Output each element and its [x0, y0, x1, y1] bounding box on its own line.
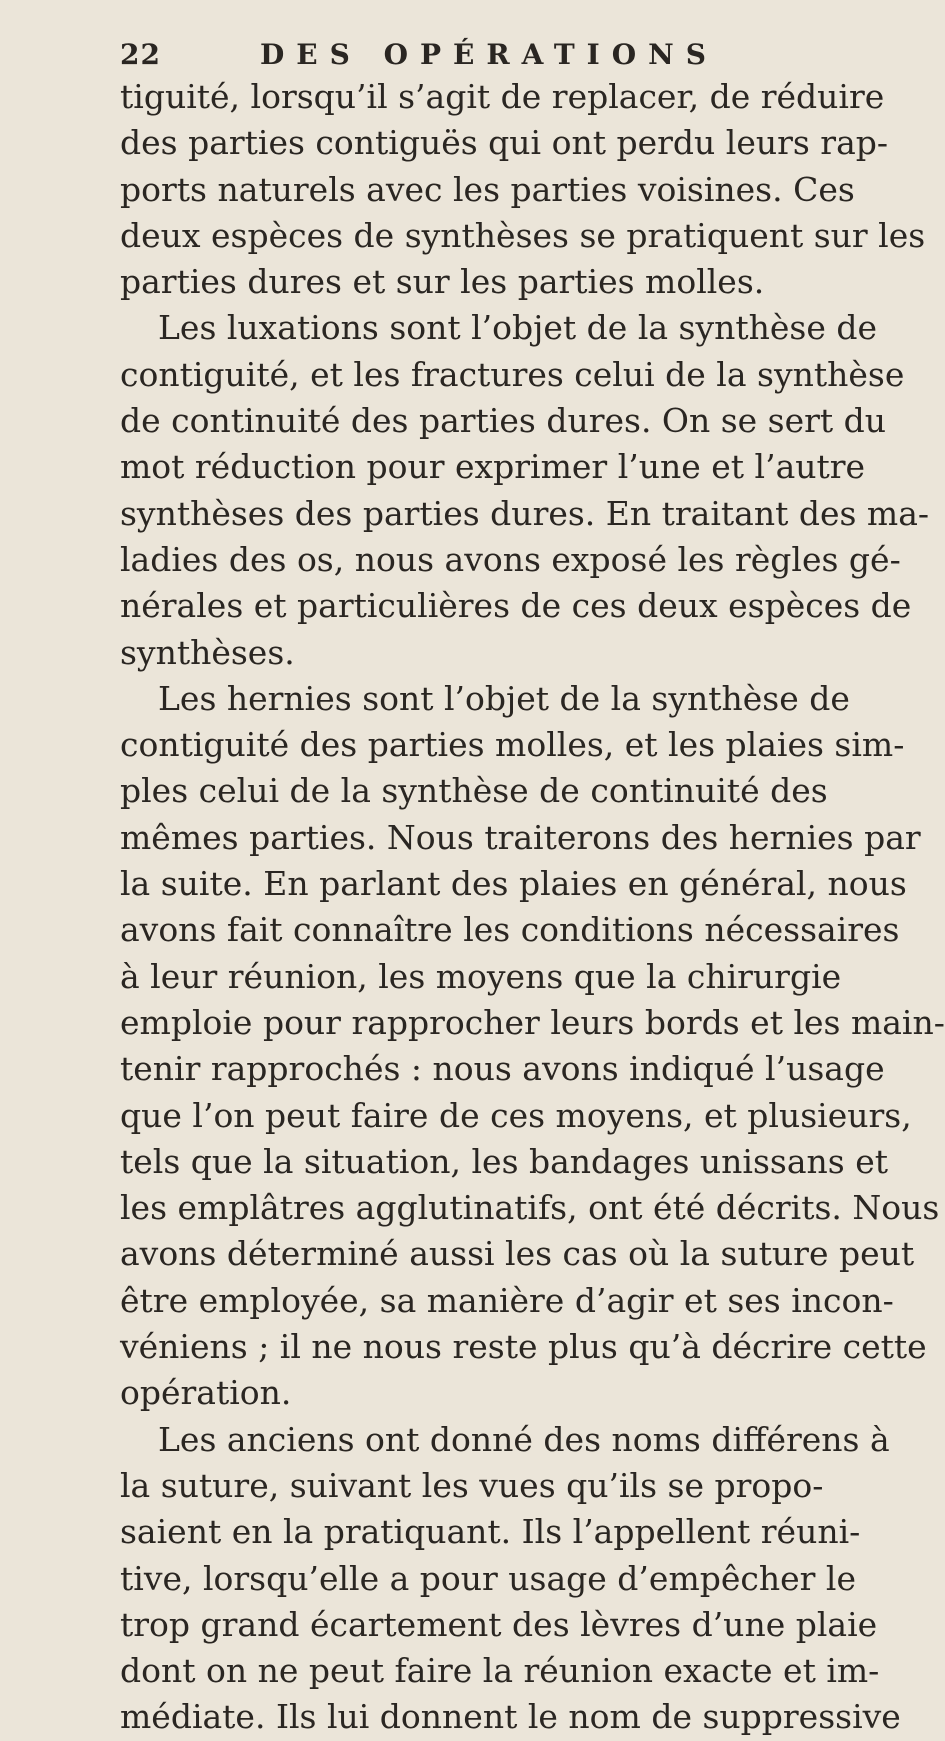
- text-line: deux espèces de synthèses se pratiquent sur les: [120, 215, 926, 255]
- page-number: 22: [120, 38, 161, 71]
- page-header: [120, 38, 760, 78]
- text-line: opération.: [120, 1373, 292, 1413]
- text-line: synthèses des parties dures. En traitant des ma-: [120, 493, 930, 533]
- text-line: contiguité des parties molles, et les plaies sim-: [120, 725, 905, 765]
- text-line: Les luxations sont l’objet de la synthèse de: [158, 308, 878, 348]
- text-line: emploie pour rapprocher leurs bords et les main-: [120, 1002, 945, 1042]
- text-line: avons déterminé aussi les cas où la suture peut: [120, 1234, 915, 1274]
- text-line: synthèses.: [120, 632, 295, 672]
- text-line: tels que la situation, les bandages unissans et: [120, 1141, 888, 1181]
- text-line: mêmes parties. Nous traiterons des hernies par: [120, 817, 921, 857]
- text-line: des parties contiguës qui ont perdu leurs rap-: [120, 123, 889, 163]
- text-line: saient en la pratiquant. Ils l’appellent réuni-: [120, 1512, 861, 1552]
- text-line: ples celui de la synthèse de continuité des: [120, 771, 828, 811]
- text-line: ports naturels avec les parties voisines. Ces: [120, 169, 855, 209]
- text-line: que l’on peut faire de ces moyens, et plusieurs,: [120, 1095, 912, 1135]
- running-title: DES OPÉRATIONS: [260, 38, 718, 71]
- text-line: la suture, suivant les vues qu’ils se propo-: [120, 1465, 824, 1505]
- text-line: véniens ; il ne nous reste plus qu’à décrire cette: [120, 1327, 927, 1367]
- body-text: [120, 74, 945, 1741]
- text-line: Les hernies sont l’objet de la synthèse de: [158, 678, 850, 718]
- text-line: parties dures et sur les parties molles.: [120, 262, 765, 302]
- text-line: tenir rapprochés : nous avons indiqué l’usage: [120, 1049, 885, 1089]
- text-line: à leur réunion, les moyens que la chirurgie: [120, 956, 842, 996]
- text-line: médiate. Ils lui donnent le nom de suppressive: [120, 1697, 901, 1737]
- text-line: ladies des os, nous avons exposé les règles gé-: [120, 539, 901, 579]
- text-line: tiguité, lorsqu’il s’agit de replacer, de réduire: [120, 77, 885, 116]
- text-line: trop grand écartement des lèvres d’une plaie: [120, 1604, 878, 1644]
- text-line: être employée, sa manière d’agir et ses incon-: [120, 1280, 894, 1320]
- text-line: Les anciens ont donné des noms différens à: [158, 1419, 890, 1459]
- text-line: dont on ne peut faire la réunion exacte et im-: [120, 1651, 880, 1691]
- text-line: de continuité des parties dures. On se sert du: [120, 401, 887, 441]
- text-line: la suite. En parlant des plaies en général, nous: [120, 864, 907, 904]
- text-line: les emplâtres agglutinatifs, ont été décrits. Nous: [120, 1188, 940, 1228]
- text-line: nérales et particulières de ces deux espèces de: [120, 586, 912, 626]
- text-line: tive, lorsqu’elle a pour usage d’empêcher le: [120, 1558, 857, 1598]
- text-line: contiguité, et les fractures celui de la synthèse: [120, 354, 905, 394]
- text-line: mot réduction pour exprimer l’une et l’autre: [120, 447, 866, 487]
- text-line: avons fait connaître les conditions nécessaires: [120, 910, 900, 950]
